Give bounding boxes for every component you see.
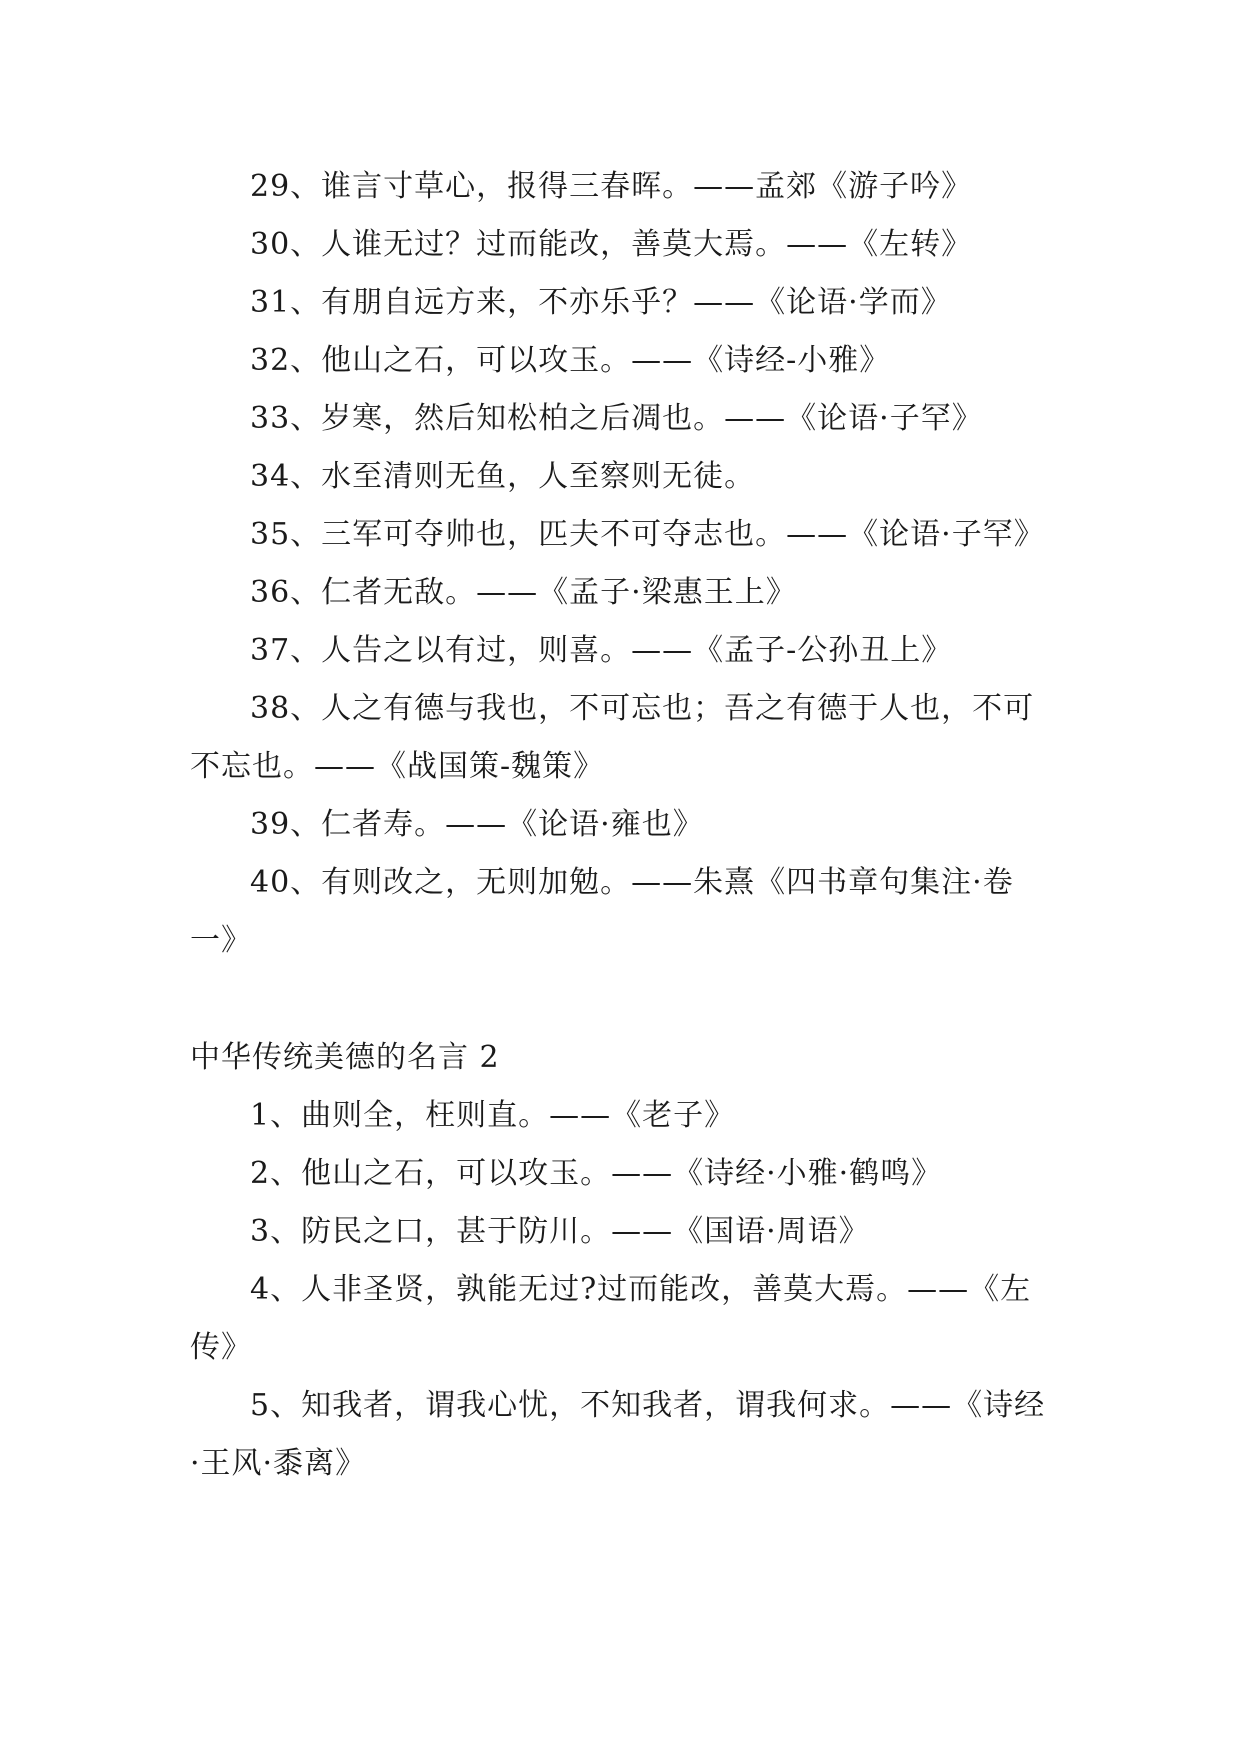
section-heading: 中华传统美德的名言 2 [190, 1040, 500, 1075]
quote-32: 32、他山之石，可以攻玉。——《诗经-小雅》 [250, 343, 891, 378]
quote-1: 1、曲则全，枉则直。——《老子》 [250, 1098, 736, 1133]
quote-40: 40、有则改之，无则加勉。——朱熹《四书章句集注·卷一》 [190, 865, 1014, 958]
quote-38: 38、人之有德与我也，不可忘也；吾之有德于人也，不可不忘也。——《战国策-魏策》 [190, 691, 1035, 784]
quote-35: 35、三军可夺帅也，匹夫不可夺志也。——《论语·子罕》 [250, 517, 1045, 552]
quote-36: 36、仁者无敌。——《孟子·梁惠王上》 [250, 575, 797, 610]
quote-5: 5、知我者，谓我心忧，不知我者，谓我何求。——《诗经·王风·黍离》 [190, 1388, 1046, 1481]
quote-31: 31、有朋自远方来，不亦乐乎？——《论语·学而》 [250, 285, 952, 320]
quote-37: 37、人告之以有过，则喜。——《孟子-公孙丑上》 [250, 633, 953, 668]
quote-30: 30、人谁无过？过而能改，善莫大焉。——《左转》 [250, 227, 973, 262]
document-body [190, 158, 1050, 1493]
quote-33: 33、岁寒，然后知松柏之后凋也。——《论语·子罕》 [250, 401, 983, 436]
quote-39: 39、仁者寿。——《论语·雍也》 [250, 807, 704, 842]
quote-2: 2、他山之石，可以攻玉。——《诗经·小雅·鹤鸣》 [250, 1156, 943, 1191]
quote-3: 3、防民之口，甚于防川。——《国语·周语》 [250, 1214, 870, 1249]
quote-29: 29、谁言寸草心，报得三春晖。——孟郊《游子吟》 [250, 169, 973, 204]
quote-34: 34、水至清则无鱼，人至察则无徒。 [250, 459, 756, 494]
quote-4: 4、人非圣贤，孰能无过?过而能改，善莫大焉。——《左传》 [190, 1272, 1032, 1365]
